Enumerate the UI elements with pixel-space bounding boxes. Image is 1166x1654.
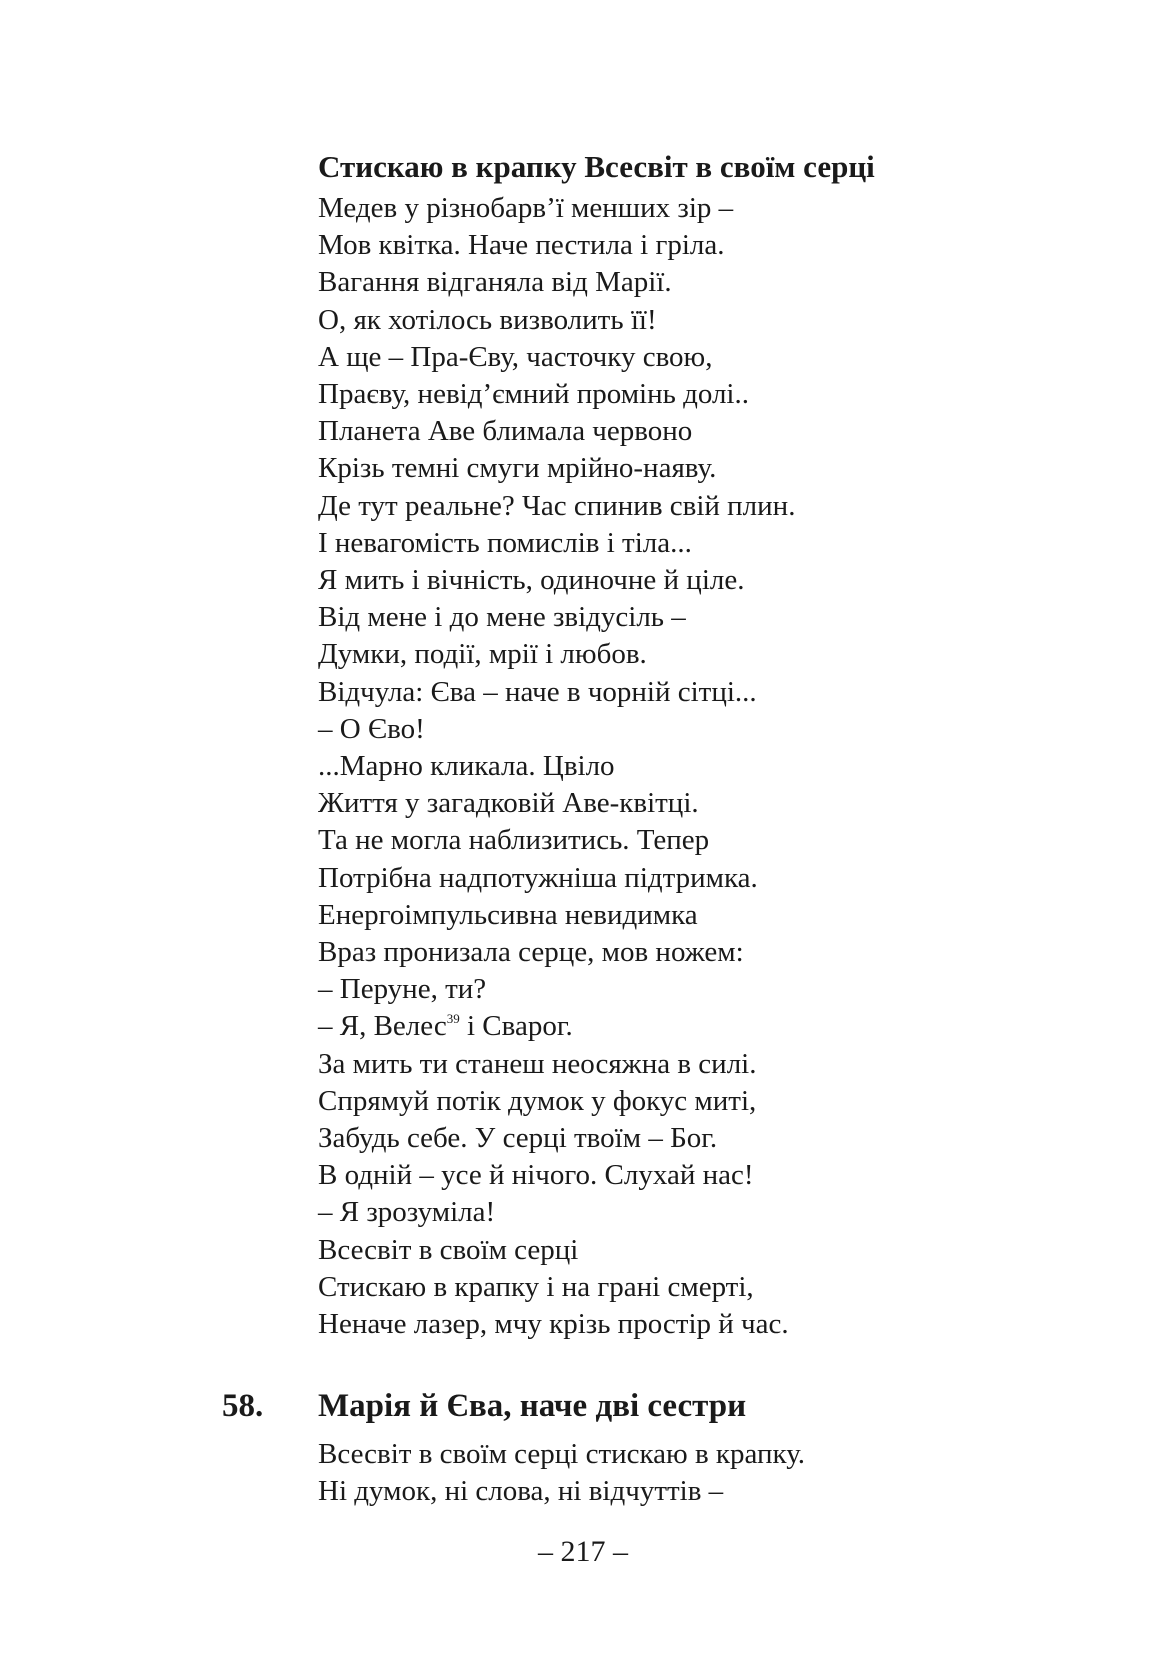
poem-line: Враз пронизала серце, мов ножем: (318, 936, 744, 969)
poem-line: Потрібна надпотужніша підтримка. (318, 861, 758, 894)
poem-line: – Я зрозуміла! (318, 1196, 496, 1229)
poem-line: Всесвіт в своїм серці стискаю в крапку. (318, 1438, 806, 1470)
poem-line: Я мить і вічність, одиночне й ціле. (318, 564, 745, 597)
poem-line: Життя у загадковій Аве-квітці. (318, 787, 699, 820)
poem-line: Відчула: Єва – наче в чорній сітці... (318, 675, 757, 708)
poem-line: В одній – усе й нічого. Слухай нас! (318, 1159, 754, 1192)
poem-line: О, як хотілось визволить її! (318, 303, 657, 336)
poem-line: Де тут реальне? Час спинив свій плин. (318, 489, 796, 522)
poem-line: – Перуне, ти? (318, 973, 487, 1006)
poem-line: Ні думок, ні слова, ні відчуттів – (318, 1475, 724, 1508)
poem-line: Від мене і до мене звідусіль – (318, 601, 686, 634)
poem-line: Неначе лазер, мчу крізь простір й час. (318, 1308, 789, 1341)
poem-line-tail: і Сварог. (459, 1010, 573, 1043)
poem-continuation (318, 148, 1138, 1343)
poem-line: Планета Аве блимала червоно (318, 415, 693, 448)
poem-line: ...Марно кликала. Цвіло (318, 750, 615, 783)
poem-line: І невагомість помислів і тіла... (318, 526, 692, 559)
poem-line: За мить ти станеш неосяжна в силі. (318, 1047, 757, 1080)
poem-line: Вагання відганяла від Марії. (318, 266, 672, 299)
poem-line-text: – Я, Велес (318, 1010, 447, 1043)
section-number: 58. (222, 1388, 264, 1424)
poem-line: Забудь себе. У серці твоїм – Бог. (318, 1122, 718, 1155)
poem-line: Медев у різнобарв’ї менших зір – (318, 192, 734, 224)
poem-line: А ще – Пра-Єву, часточку свою, (318, 340, 713, 373)
section-heading (222, 1388, 1142, 1436)
poem-58 (222, 1388, 1142, 1510)
poem-line: Стискаю в крапку і на грані смерті, (318, 1270, 754, 1303)
poem-heading: Стискаю в крапку Всесвіт в своїм серці (318, 149, 875, 184)
section-lines (318, 1436, 1142, 1510)
poem-line-with-footnote (318, 1008, 1138, 1045)
poem-line: Мов квітка. Наче пестила і гріла. (318, 229, 725, 262)
poem-line: Праєву, невід’ємний промінь долі.. (318, 378, 749, 411)
poem-line: Думки, події, мрії і любов. (318, 638, 647, 671)
poem-line: Спрямуй потік думок у фокус миті, (318, 1084, 757, 1117)
poem-line: Всесвіт в своїм серці (318, 1233, 579, 1266)
poem-line: Крізь темні смуги мрійно-наяву. (318, 452, 717, 485)
poem-line: Енергоімпульсивна невидимка (318, 898, 698, 931)
poem-line: Та не могла наблизитись. Тепер (318, 824, 710, 857)
poem-line: – О Єво! (318, 712, 425, 745)
footnote-marker[interactable]: 39 (446, 1011, 460, 1027)
poem-lines (318, 190, 1138, 1343)
section-title: Марія й Єва, наче дві сестри (318, 1388, 747, 1424)
page-number: – 217 – (538, 1535, 628, 1568)
